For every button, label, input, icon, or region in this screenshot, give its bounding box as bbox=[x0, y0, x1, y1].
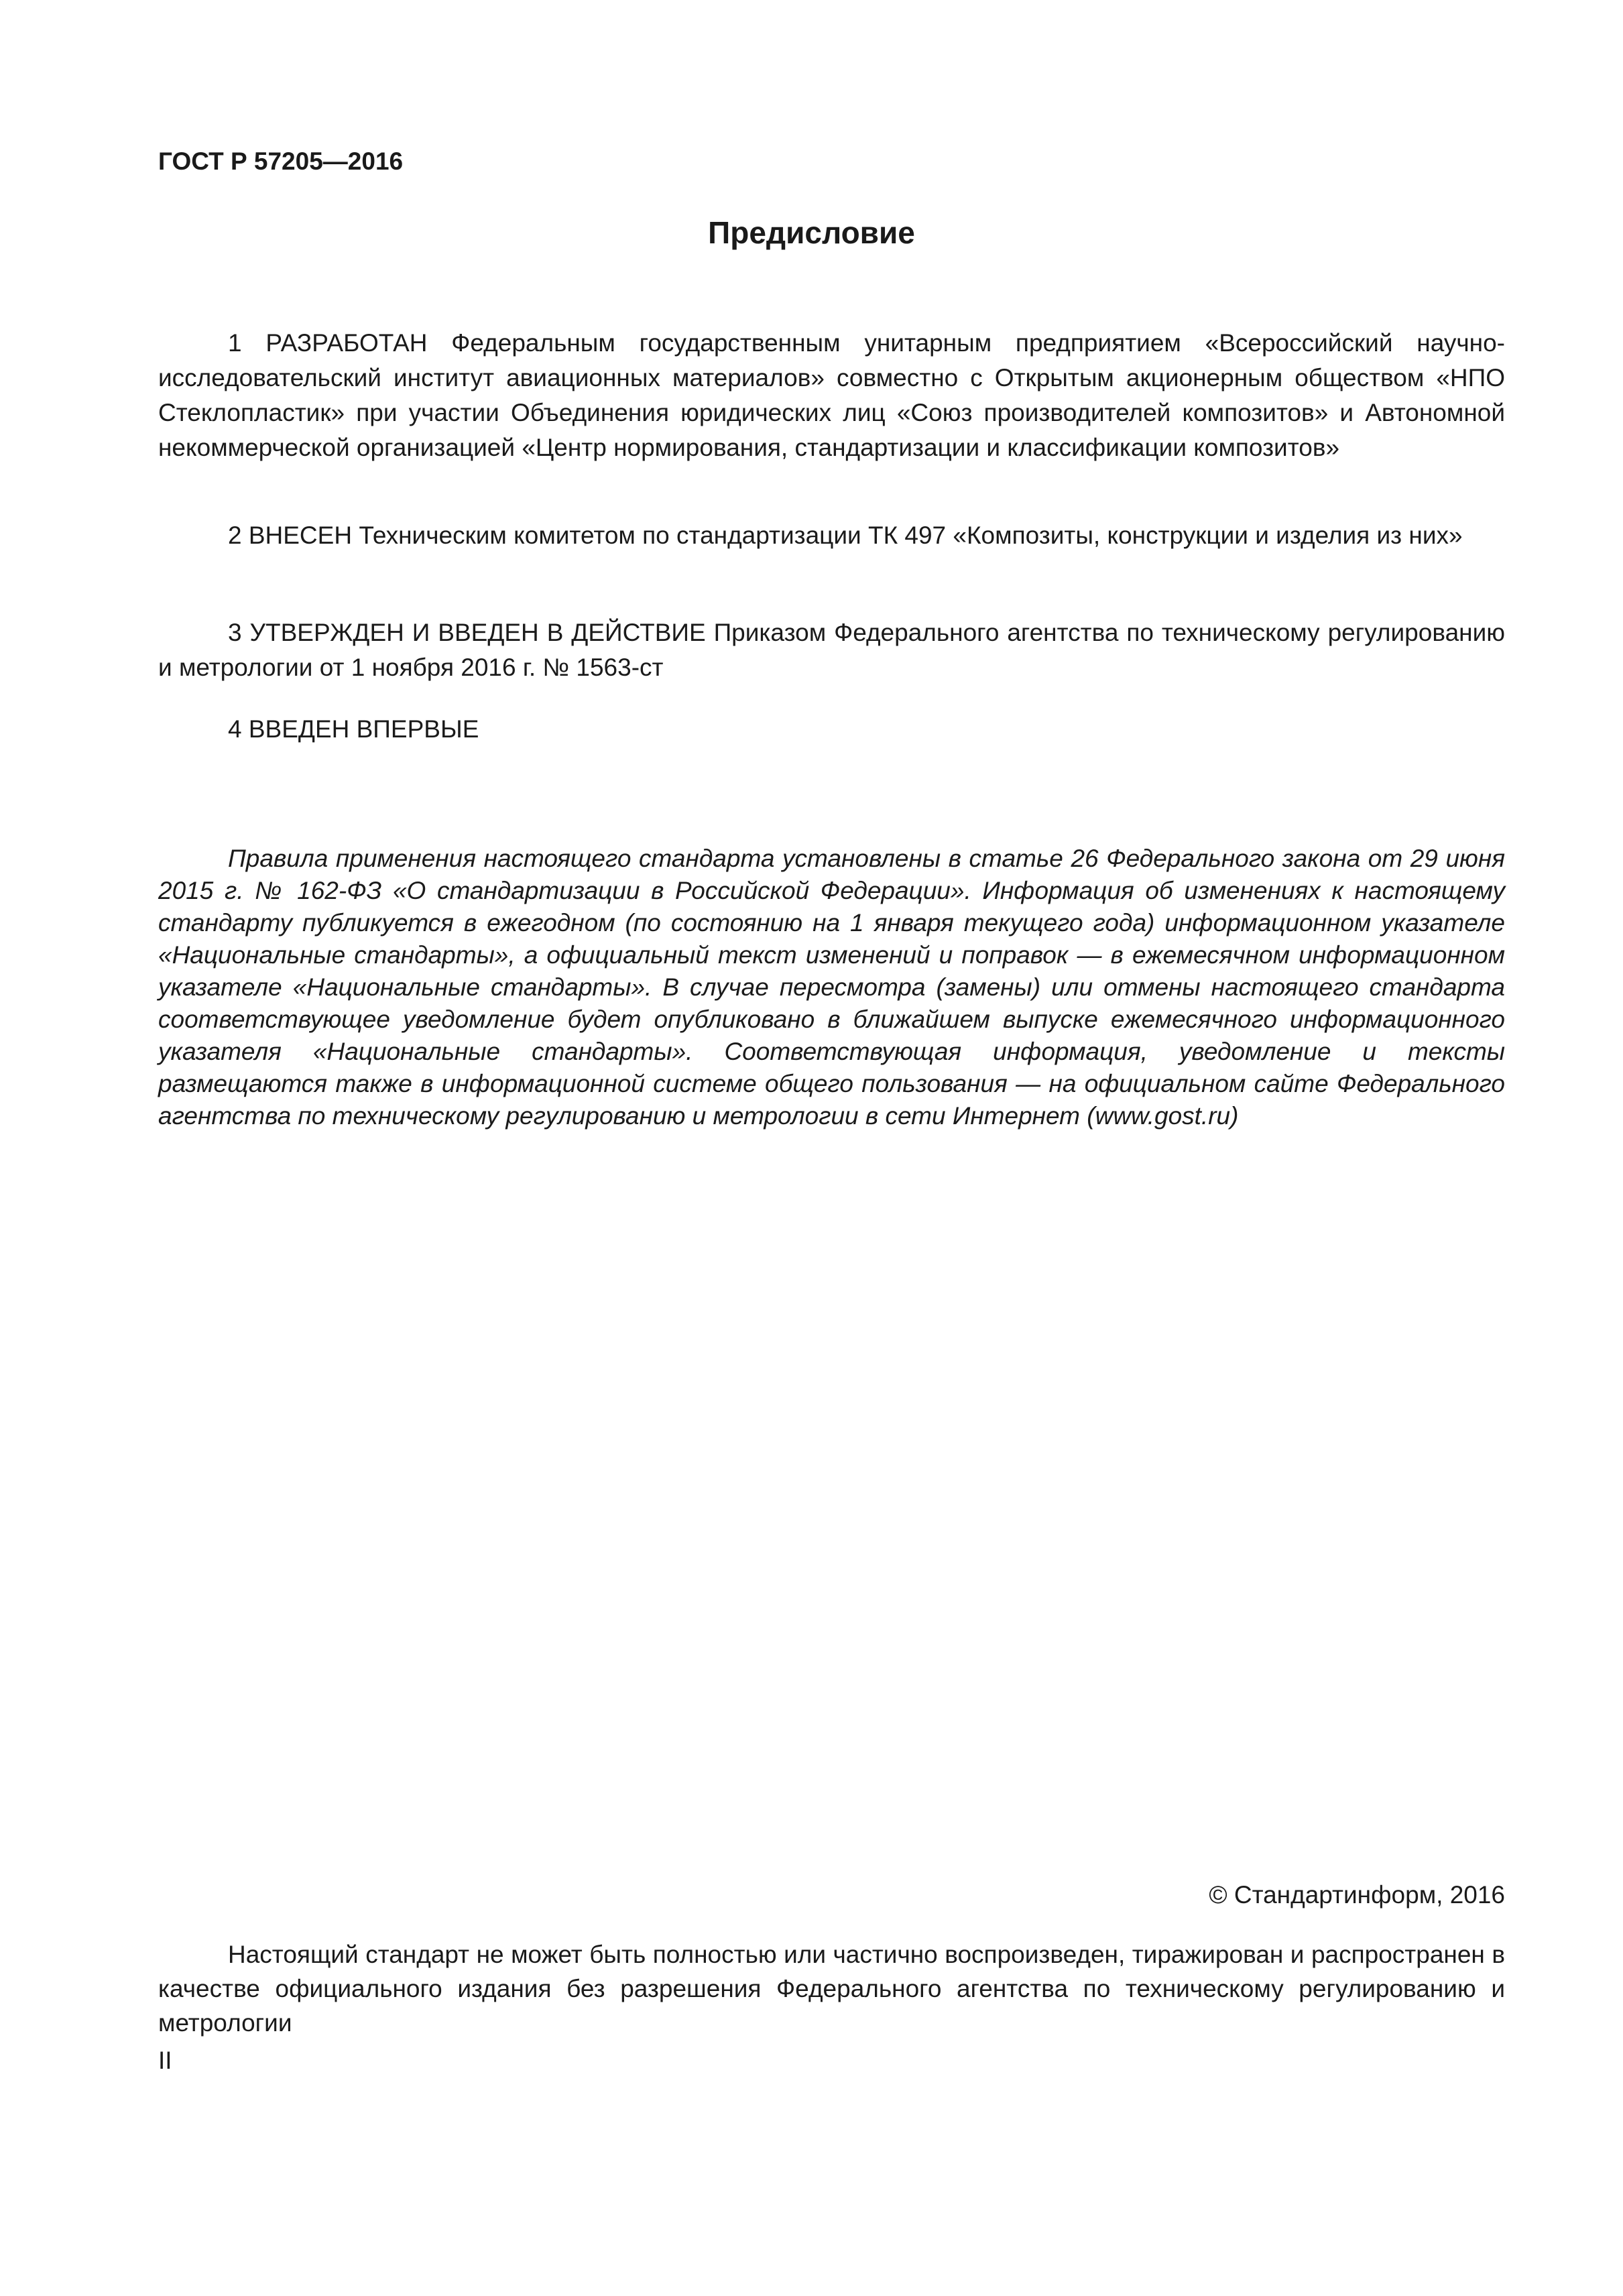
paragraph-introduced: 4 ВВЕДЕН ВПЕРВЫЕ bbox=[228, 715, 479, 743]
reproduction-notice: Настоящий стандарт не может быть полностью или частично воспроизведен, тиражирован и распространен в качестве официального издания без разрешения Федерального агентства по техническому регулированию и метрологии bbox=[158, 1941, 1505, 2037]
paragraph-developed-by: 1 РАЗРАБОТАН Федеральным государственным унитарным предприятием «Всероссийский научно-исследовательский институт авиационных материалов» совместно с Открытым акционерным обществом «НПО Стеклопластик» при участии Объединения юридических лиц «Союз производителей композитов» и Автономной некоммерческой организацией «Центр нормирования, стандартизации и классификации композитов» bbox=[158, 329, 1505, 461]
copyright-line: © Стандартинформ, 2016 bbox=[1209, 1881, 1505, 1909]
standard-code: ГОСТ Р 57205—2016 bbox=[158, 147, 404, 175]
page-number: II bbox=[158, 2047, 172, 2074]
paragraph-submitted-by: 2 ВНЕСЕН Техническим комитетом по стандартизации ТК 497 «Композиты, конструкции и изделия из них» bbox=[228, 522, 1463, 549]
paragraph-approved: 3 УТВЕРЖДЕН И ВВЕДЕН В ДЕЙСТВИЕ Приказом Федерального агентства по техническому регулированию и метрологии от 1 ноября 2016 г. № 1563-ст bbox=[158, 619, 1505, 681]
page-title: Предисловие bbox=[708, 215, 915, 250]
application-rules-notice: Правила применения настоящего стандарта установлены в статье 26 Федерального закона от 29 июня 2015 г. № 162-ФЗ «О стандартизации в Российской Федерации». Информация об изменениях к настоящему стандарту публикуется в ежегодном (по состоянию на 1 января текущего года) информационном указателе «Национальные стандарты», а официальный текст изменений и поправок — в ежемесячном информационном указателе «Национальные стандарты». В случае пересмотра (замены) или отмены настоящего стандарта соответствующее уведомление будет опубликовано в ближайшем выпуске ежемесячного информационного указателя «Национальные стандарты». Соответствующая информация, уведомление и тексты размещаются также в информационной системе общего пользования — на официальном сайте Федерального агентства по техническому регулированию и метрологии в сети Интернет (www.gost.ru) bbox=[158, 845, 1505, 1130]
